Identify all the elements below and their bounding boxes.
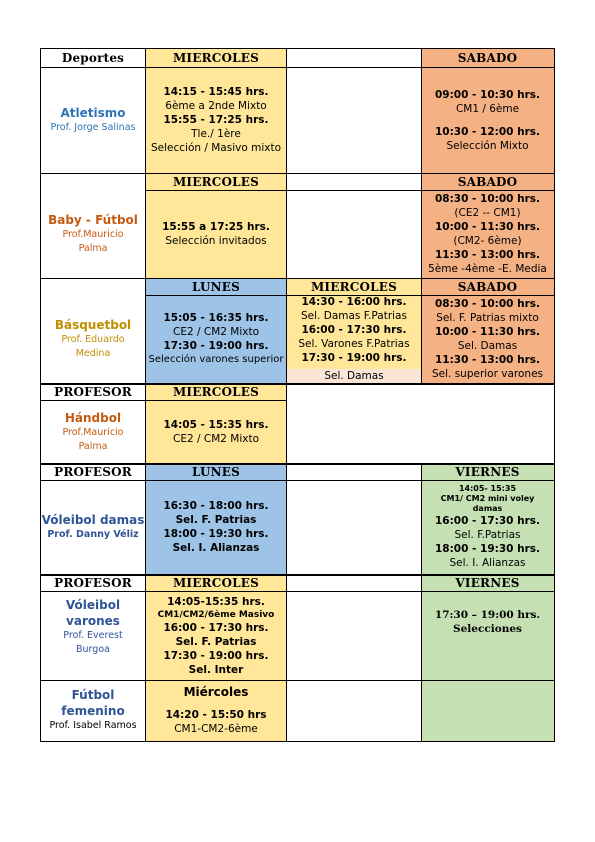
table-divider	[145, 190, 555, 191]
time-slot: 08:30 - 10:00 hrs.	[434, 193, 541, 205]
table-divider	[421, 463, 422, 742]
table-divider	[421, 48, 422, 383]
group-label: Selección invitados	[165, 235, 267, 247]
table-divider	[40, 173, 555, 174]
header-miercoles	[287, 278, 421, 295]
time-slot: 08:30 - 10:00 hrs.	[434, 298, 541, 310]
table-border	[40, 48, 41, 742]
group-label: Selección varones superior	[148, 354, 284, 365]
day-label: Miércoles	[183, 685, 249, 699]
futbol-femenino-friday	[421, 680, 554, 741]
sport-name: Atletismo	[60, 106, 126, 120]
header-miercoles-text: MIERCOLES	[172, 174, 260, 189]
atletismo-wednesday	[145, 67, 287, 173]
professor-name: Burgoa	[76, 644, 110, 655]
group-label: 6ème a 2nde Mixto	[165, 100, 267, 112]
sport-name: Vóleibol damas	[41, 513, 145, 527]
group-label: (CE2 -- CM1)	[454, 207, 521, 219]
voleibol-damas-monday	[145, 480, 287, 574]
time-slot: 18:00 - 19:30 hrs.	[163, 528, 269, 540]
time-slot: 14:05 - 15:35 hrs.	[163, 418, 269, 431]
group-label: Sel. Damas F.Patrias	[301, 310, 407, 322]
header-sabado	[421, 278, 554, 295]
baby-futbol-sport-cell	[41, 190, 145, 278]
professor-name: Prof. Isabel Ramos	[49, 720, 137, 731]
group-label: CM1/ CM2 mini voley	[440, 494, 535, 503]
group-label: CM1 / 6ème	[455, 102, 520, 115]
time-slot: 11:30 - 13:00 hrs.	[434, 249, 541, 261]
time-slot: 17:30 – 19:00 hrs.	[434, 609, 541, 621]
group-label: Tle./ 1ère	[191, 128, 241, 140]
group-label: Sel. F. Patrias mixto	[436, 312, 539, 324]
baby-futbol-saturday	[421, 190, 554, 278]
header-viernes	[421, 574, 554, 591]
group-label: Sel. superior varones	[431, 368, 544, 380]
header-profesor-text: PROFESOR	[54, 384, 132, 399]
futbol-femenino-wednesday	[145, 680, 287, 741]
header-deportes	[41, 49, 145, 67]
group-label: (CM2- 6ème)	[453, 235, 522, 247]
basquetbol-monday	[145, 295, 287, 383]
header-miercoles	[145, 49, 287, 67]
group-label: CM1/CM2/6ème Masivo	[157, 609, 275, 620]
time-slot: 14:30 - 16:00 hrs.	[301, 296, 407, 308]
table-divider	[40, 278, 555, 279]
handbol-wednesday	[145, 400, 287, 463]
table-divider	[40, 463, 555, 465]
voleibol-varones-friday	[421, 591, 554, 680]
professor-name: Prof. Everest	[63, 630, 123, 641]
time-slot: 14:05- 15:35	[458, 484, 517, 493]
time-slot: 17:30 - 19:00 hrs.	[163, 649, 269, 662]
header-deportes-text: Deportes	[61, 51, 125, 65]
table-border	[40, 741, 555, 742]
professor-name: Prof. Eduardo	[61, 334, 125, 345]
group-label: Selección / Masivo mixto	[150, 142, 281, 154]
header-profesor-text: PROFESOR	[54, 464, 132, 479]
header-lunes	[145, 463, 287, 480]
professor-name: Prof. Danny Véliz	[47, 529, 139, 540]
header-lunes	[145, 278, 287, 295]
professor-name: Prof. Jorge Salinas	[50, 122, 136, 133]
atletismo-sport-cell	[41, 67, 145, 173]
sport-name: Fútbol femenino	[61, 688, 125, 718]
header-lunes-text: LUNES	[191, 464, 241, 479]
professor-name: Prof.Mauricio	[62, 426, 124, 438]
group-label: Sel. Inter	[188, 663, 244, 676]
sport-name: Vóleibol varones	[65, 598, 121, 628]
handbol-sport-cell	[41, 400, 145, 463]
voleibol-damas-sport-cell	[41, 480, 145, 574]
header-sabado-text: SABADO	[457, 174, 518, 189]
futbol-femenino-sport-cell	[41, 680, 145, 741]
header-miercoles-text: MIERCOLES	[172, 384, 260, 399]
voleibol-varones-sport-cell	[41, 591, 145, 680]
header-sabado-text: SABADO	[457, 51, 518, 65]
group-label: Selección Mixto	[446, 139, 529, 152]
table-border	[40, 48, 555, 49]
group-label: Sel. Damas	[324, 370, 384, 382]
table-divider	[40, 67, 555, 68]
time-slot: 16:00 - 17:30 hrs.	[301, 324, 407, 336]
time-slot: 16:00 - 17:30 hrs.	[434, 515, 541, 527]
time-slot: 18:00 - 19:30 hrs.	[434, 543, 541, 555]
header-profesor-text: PROFESOR	[54, 575, 132, 590]
basquetbol-wednesday-extra	[287, 369, 421, 383]
group-label: 5ème -4ème -E. Media	[428, 263, 547, 275]
table-divider	[40, 383, 555, 385]
header-miercoles	[145, 383, 287, 400]
time-slot: 10:30 - 12:00 hrs.	[434, 125, 541, 138]
group-label: Sel. I. Alianzas	[449, 557, 526, 569]
group-label: Sel. F. Patrias	[175, 635, 257, 648]
time-slot: 10:00 - 11:30 hrs.	[434, 326, 541, 338]
group-label: damas	[472, 504, 503, 513]
group-label: CE2 / CM2 Mixto	[173, 432, 259, 445]
sport-name: Básquetbol	[54, 318, 132, 332]
table-divider	[40, 680, 555, 681]
table-divider	[40, 480, 555, 481]
table-divider	[145, 295, 555, 296]
header-sabado	[421, 49, 554, 67]
group-label: CM1-CM2-6ème	[174, 723, 258, 735]
table-border	[554, 48, 555, 742]
atletismo-saturday	[421, 67, 554, 173]
header-lunes-text: LUNES	[191, 279, 241, 294]
voleibol-damas-friday	[421, 480, 554, 574]
professor-name: Prof.Mauricio	[62, 229, 124, 240]
basquetbol-wednesday	[287, 295, 421, 369]
header-miercoles	[145, 173, 287, 190]
header-miercoles-text: MIERCOLES	[310, 279, 398, 294]
group-label: Sel. Damas	[457, 340, 518, 352]
professor-name: Medina	[75, 348, 111, 359]
time-slot: 17:30 - 19:00 hrs.	[301, 352, 407, 364]
time-slot: 16:30 - 18:00 hrs.	[163, 500, 269, 512]
header-viernes-text: VIERNES	[455, 464, 520, 479]
professor-name: Palma	[78, 243, 108, 254]
group-label: Sel. Varones F.Patrias	[298, 338, 410, 350]
group-label: Sel. I. Alianzas	[172, 542, 260, 554]
voleibol-varones-wednesday	[145, 591, 287, 680]
header-profesor	[41, 383, 145, 400]
header-viernes	[421, 463, 554, 480]
sport-name: Baby - Fútbol	[48, 213, 138, 227]
header-profesor	[41, 574, 145, 591]
time-slot: 14:05-15:35 hrs.	[167, 595, 265, 608]
time-slot: 17:30 - 19:00 hrs.	[163, 340, 269, 352]
header-miercoles-text: MIERCOLES	[172, 51, 260, 65]
baby-futbol-wednesday	[145, 190, 287, 278]
time-slot: 11:30 - 13:00 hrs.	[434, 354, 541, 366]
group-label: Selecciones	[453, 623, 522, 635]
header-viernes-text: VIERNES	[455, 575, 520, 590]
table-divider	[145, 48, 146, 742]
group-label: CE2 / CM2 Mixto	[173, 326, 259, 338]
time-slot: 16:00 - 17:30 hrs.	[163, 621, 269, 634]
header-profesor	[41, 463, 145, 480]
table-divider	[40, 591, 555, 592]
time-slot: 14:20 - 15:50 hrs	[165, 709, 267, 721]
professor-name: Palma	[78, 440, 108, 452]
time-slot: 15:55 - 17:25 hrs.	[163, 114, 269, 126]
sport-name: Hándbol	[64, 410, 122, 425]
time-slot: 10:00 - 11:30 hrs.	[434, 221, 541, 233]
header-sabado-text: SABADO	[457, 279, 518, 294]
time-slot: 15:05 - 16:35 hrs.	[163, 312, 269, 324]
time-slot: 15:55 a 17:25 hrs.	[162, 221, 270, 233]
header-sabado	[421, 173, 554, 190]
time-slot: 14:15 - 15:45 hrs.	[163, 86, 269, 98]
group-label: Sel. F.Patrias	[454, 529, 521, 541]
table-divider	[40, 574, 555, 576]
basquetbol-saturday	[421, 295, 554, 383]
header-miercoles-text: MIERCOLES	[172, 575, 260, 590]
table-divider	[40, 400, 287, 401]
basquetbol-sport-cell	[41, 295, 145, 383]
time-slot: 09:00 - 10:30 hrs.	[434, 88, 541, 101]
header-miercoles	[145, 574, 287, 591]
table-divider	[286, 48, 287, 742]
group-label: Sel. F. Patrias	[175, 514, 257, 526]
